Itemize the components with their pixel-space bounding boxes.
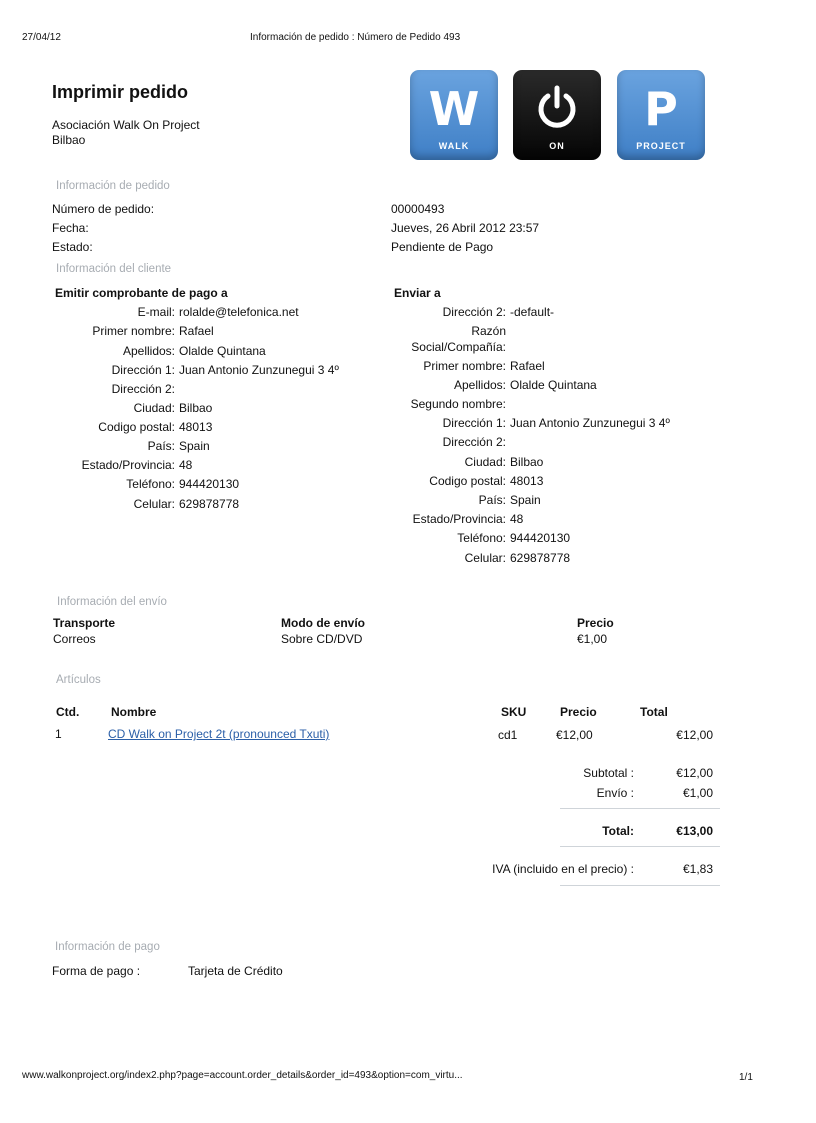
shipping-address1-value: Juan Antonio Zunzunegui 3 4º: [510, 416, 670, 430]
shipping-firstname-label: Primer nombre:: [423, 359, 506, 373]
billing-state-value: 48: [179, 458, 193, 472]
letter-w-icon: W: [428, 82, 480, 136]
shipping-razon-label: Razón: [471, 324, 506, 338]
transport-value: Correos: [53, 632, 96, 646]
shipping-mobile-label: Celular:: [464, 551, 506, 565]
item-sku: cd1: [498, 728, 518, 742]
billing-firstname-value: Rafael: [179, 324, 214, 338]
billing-postal-label: Codigo postal:: [98, 420, 175, 434]
billing-phone-label: Teléfono:: [126, 477, 175, 491]
col-header-total: Total: [640, 705, 668, 719]
divider: [560, 846, 720, 847]
subtotal-value: €12,00: [676, 766, 713, 780]
shipping-phone-value: 944420130: [510, 531, 571, 545]
logo-tile-label: WALK: [438, 141, 470, 151]
section-title-customer-info: Información del cliente: [56, 263, 172, 275]
shipping-city-label: Ciudad:: [464, 455, 506, 469]
item-qty: 1: [55, 727, 62, 741]
billing-email-value: rolalde@telefonica.net: [179, 305, 299, 319]
col-header-sku: SKU: [501, 705, 527, 719]
order-status-label: Estado:: [52, 240, 93, 254]
shipping-city-value: Bilbao: [510, 455, 544, 469]
print-title: Información de pedido : Número de Pedido 493: [250, 32, 461, 43]
shipping-address2-label: Dirección 2:: [442, 305, 506, 319]
logo-tile-on: [513, 70, 601, 160]
billing-lastname-value: Olalde Quintana: [179, 344, 266, 358]
section-title-shipping-info: Información del envío: [57, 596, 167, 608]
item-price: €12,00: [556, 728, 593, 742]
shipping-postal-value: 48013: [510, 474, 544, 488]
billing-city-value: Bilbao: [179, 401, 213, 415]
shipping-price-value: €1,00: [577, 632, 608, 646]
shipping-lastname-label: Apellidos:: [453, 378, 506, 392]
iva-value: €1,83: [682, 862, 713, 876]
page-title: Imprimir pedido: [52, 82, 189, 102]
item-total: €12,00: [676, 728, 713, 742]
divider: [560, 885, 720, 886]
billing-state-label: Estado/Provincia:: [81, 458, 175, 472]
logo-tile-walk: [410, 70, 498, 160]
shipping-lastname-value: Olalde Quintana: [510, 378, 597, 392]
section-title-order-info: Información de pedido: [56, 180, 170, 192]
shipping-mobile-value: 629878778: [510, 551, 571, 565]
shipping-mode-label: Modo de envío: [281, 616, 365, 630]
shipping-state-value: 48: [510, 512, 524, 526]
billing-country-label: País:: [147, 439, 175, 453]
print-footer-url: www.walkonproject.org/index2.php?page=account.order_details&order_id=493&option=com_virtu...: [22, 1070, 463, 1081]
billing-lastname-label: Apellidos:: [122, 344, 175, 358]
total-value: €13,00: [676, 824, 713, 838]
payment-method-value: Tarjeta de Crédito: [188, 964, 283, 978]
billing-phone-value: 944420130: [179, 477, 240, 491]
shipping-phone-label: Teléfono:: [457, 531, 506, 545]
print-footer-page: 1/1: [739, 1072, 753, 1083]
col-header-price: Precio: [560, 705, 597, 719]
payment-method-label: Forma de pago :: [52, 964, 141, 978]
logo-tile-label: PROJECT: [636, 141, 686, 151]
billing-country-value: Spain: [179, 439, 210, 453]
order-status-value: Pendiente de Pago: [391, 240, 494, 254]
billing-mobile-value: 629878778: [179, 497, 240, 511]
billing-address1-label: Dirección 1:: [111, 363, 175, 377]
logo-tile-label: ON: [549, 141, 565, 151]
item-name-link[interactable]: CD Walk on Project 2t (pronounced Txuti): [108, 727, 330, 741]
org-city: Bilbao: [52, 133, 86, 147]
billing-firstname-label: Primer nombre:: [92, 324, 175, 338]
org-name: Asociación Walk On Project: [52, 118, 200, 132]
billing-address1-value: Juan Antonio Zunzunegui 3 4º: [179, 363, 339, 377]
col-header-name: Nombre: [111, 705, 157, 719]
shipping-address2b-label: Dirección 2:: [442, 435, 506, 449]
shipping-company-label: Social/Compañía:: [411, 340, 506, 354]
section-title-payment-info: Información de pago: [55, 941, 160, 953]
power-icon: [535, 84, 579, 132]
envio-value: €1,00: [682, 786, 713, 800]
shipping-address2-value: -default-: [510, 305, 555, 319]
order-number-label: Número de pedido:: [52, 202, 155, 216]
shipping-country-value: Spain: [510, 493, 541, 507]
subtotal-label: Subtotal :: [583, 766, 634, 780]
letter-p-icon: P: [644, 82, 678, 136]
envio-label: Envío :: [596, 786, 634, 800]
order-date-value: Jueves, 26 Abril 2012 23:57: [391, 221, 540, 235]
order-number-value: 00000493: [391, 202, 445, 216]
shipping-mode-value: Sobre CD/DVD: [281, 632, 363, 646]
transport-label: Transporte: [53, 616, 116, 630]
billing-city-label: Ciudad:: [133, 401, 175, 415]
shipping-country-label: País:: [478, 493, 506, 507]
divider: [560, 808, 720, 809]
shipping-middlename-label: Segundo nombre:: [410, 397, 506, 411]
shipping-postal-label: Codigo postal:: [429, 474, 506, 488]
shipping-state-label: Estado/Provincia:: [412, 512, 506, 526]
billing-postal-value: 48013: [179, 420, 213, 434]
col-header-qty: Ctd.: [56, 705, 80, 719]
billing-email-label: E-mail:: [137, 305, 175, 319]
section-title-articles: Artículos: [56, 674, 101, 686]
print-date: 27/04/12: [22, 32, 61, 43]
billing-mobile-label: Celular:: [133, 497, 175, 511]
logo-tile-project: [617, 70, 705, 160]
billing-heading: Emitir comprobante de pago a: [55, 286, 228, 300]
total-label: Total:: [602, 824, 634, 838]
shipping-price-label: Precio: [577, 616, 614, 630]
billing-address2-label: Dirección 2:: [111, 382, 175, 396]
shipping-address1-label: Dirección 1:: [442, 416, 506, 430]
iva-label: IVA (incluido en el precio) :: [492, 862, 634, 876]
order-date-label: Fecha:: [52, 221, 89, 235]
shipping-firstname-value: Rafael: [510, 359, 545, 373]
shipping-heading: Enviar a: [394, 286, 441, 300]
